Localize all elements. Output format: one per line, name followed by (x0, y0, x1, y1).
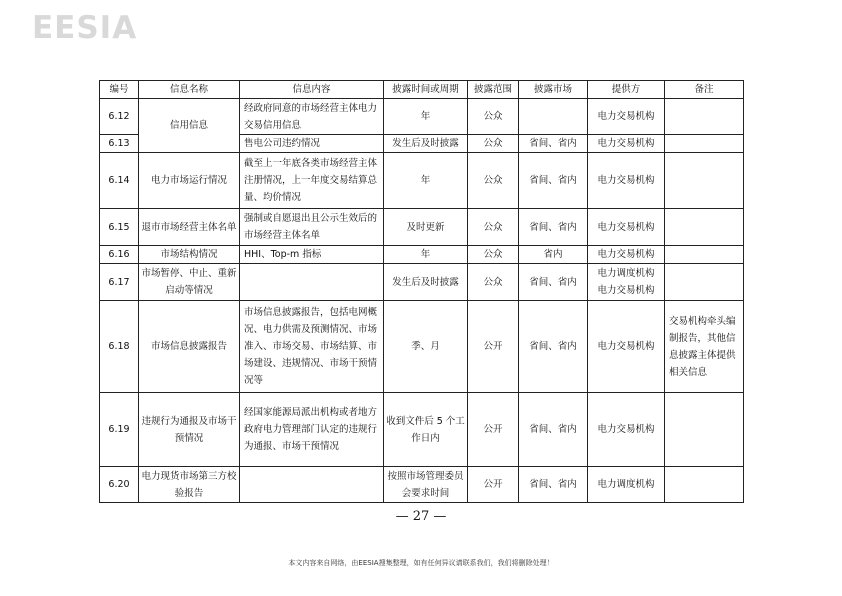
cell-name: 市场结构情况 (139, 246, 240, 264)
cell-scope: 公众 (468, 246, 519, 264)
cell-name: 信用信息 (139, 99, 240, 153)
cell-period: 年 (384, 246, 468, 264)
cell-name: 市场信息披露报告 (139, 301, 240, 393)
table-row (100, 467, 744, 503)
cell-market: 省间、省内 (519, 209, 588, 246)
cell-market: 省间、省内 (519, 393, 588, 467)
source-footer: 本文内容来自网络，由EESIA搜集整理，如有任何异议请联系我们，我们将删除处理！ (288, 559, 554, 567)
cell-market: 省间、省内 (519, 301, 588, 393)
cell-market: 省间、省内 (519, 135, 588, 153)
cell-period: 发生后及时披露 (384, 264, 468, 301)
cell-note (665, 467, 744, 503)
cell-note (665, 264, 744, 301)
cell-name: 电力现货市场第三方校验报告 (139, 467, 240, 503)
cell-note (665, 153, 744, 209)
table-row (100, 301, 744, 393)
table-header-row (100, 81, 744, 99)
cell-scope: 公众 (468, 264, 519, 301)
cell-market: 省间、省内 (519, 264, 588, 301)
cell-market (519, 99, 588, 135)
header-note: 备注 (665, 81, 744, 99)
cell-scope: 公开 (468, 393, 519, 467)
cell-provider: 电力交易机构 (588, 135, 665, 153)
cell-scope: 公开 (468, 467, 519, 503)
cell-period: 收到文件后 5 个工作日内 (384, 393, 468, 467)
cell-note: 交易机构牵头编制报告，其他信息披露主体提供相关信息 (665, 301, 744, 393)
cell-content: HHI、Top-m 指标 (240, 246, 384, 264)
cell-scope: 公众 (468, 135, 519, 153)
cell-no: 6.20 (100, 467, 139, 503)
cell-provider: 电力交易机构 (588, 393, 665, 467)
cell-no: 6.14 (100, 153, 139, 209)
cell-market: 省内 (519, 246, 588, 264)
cell-note (665, 246, 744, 264)
cell-scope: 公众 (468, 209, 519, 246)
cell-content: 强制或自愿退出且公示生效后的市场经营主体名单 (240, 209, 384, 246)
cell-name: 市场暂停、中止、重新启动等情况 (139, 264, 240, 301)
cell-note (665, 135, 744, 153)
cell-provider: 电力交易机构 (588, 246, 665, 264)
cell-period: 年 (384, 153, 468, 209)
disclosure-table (99, 80, 744, 503)
cell-no: 6.12 (100, 99, 139, 135)
cell-name: 电力市场运行情况 (139, 153, 240, 209)
cell-content: 经国家能源局派出机构或者地方政府电力管理部门认定的违规行为通报、市场干预情况 (240, 393, 384, 467)
header-content: 信息内容 (240, 81, 384, 99)
cell-provider: 电力交易机构 (588, 99, 665, 135)
cell-provider: 电力交易机构 (588, 301, 665, 393)
cell-content: 截至上一年底各类市场经营主体注册情况，上一年度交易结算总量、均价情况 (240, 153, 384, 209)
cell-name: 违规行为通报及市场干预情况 (139, 393, 240, 467)
cell-scope: 公众 (468, 99, 519, 135)
cell-market: 省间、省内 (519, 153, 588, 209)
cell-content: 经政府同意的市场经营主体电力交易信用信息 (240, 99, 384, 135)
cell-no: 6.19 (100, 393, 139, 467)
cell-provider: 电力调度机构 (588, 467, 665, 503)
cell-provider: 电力调度机构 电力交易机构 (588, 264, 665, 301)
page-number: — 27 — (395, 509, 447, 524)
cell-content: 市场信息披露报告，包括电网概况、电力供需及预测情况、市场准入、市场交易、市场结算、市场建设、违规情况、市场干预情况等 (240, 301, 384, 393)
cell-scope: 公众 (468, 153, 519, 209)
header-name: 信息名称 (139, 81, 240, 99)
cell-scope: 公开 (468, 301, 519, 393)
cell-content (240, 467, 384, 503)
header-no: 编号 (100, 81, 139, 99)
cell-period: 季、月 (384, 301, 468, 393)
cell-no: 6.13 (100, 135, 139, 153)
header-market: 披露市场 (519, 81, 588, 99)
cell-no: 6.16 (100, 246, 139, 264)
cell-no: 6.15 (100, 209, 139, 246)
cell-name: 退市市场经营主体名单 (139, 209, 240, 246)
cell-period: 发生后及时披露 (384, 135, 468, 153)
cell-no: 6.17 (100, 264, 139, 301)
cell-period: 年 (384, 99, 468, 135)
header-scope: 披露范围 (468, 81, 519, 99)
header-period: 披露时间或周期 (384, 81, 468, 99)
table-row (100, 99, 744, 135)
cell-market: 省间、省内 (519, 467, 588, 503)
cell-content (240, 264, 384, 301)
table-row (100, 209, 744, 246)
cell-note (665, 99, 744, 135)
header-provider: 提供方 (588, 81, 665, 99)
cell-provider: 电力交易机构 (588, 153, 665, 209)
cell-period: 及时更新 (384, 209, 468, 246)
table-row (100, 153, 744, 209)
cell-period: 按照市场管理委员会要求时间 (384, 467, 468, 503)
cell-provider: 电力交易机构 (588, 209, 665, 246)
table-row (100, 264, 744, 301)
cell-content: 售电公司违约情况 (240, 135, 384, 153)
cell-no: 6.18 (100, 301, 139, 393)
cell-note (665, 393, 744, 467)
cell-note (665, 209, 744, 246)
table-row (100, 393, 744, 467)
table-row (100, 246, 744, 264)
eesia-logo: EESIA (32, 10, 138, 46)
